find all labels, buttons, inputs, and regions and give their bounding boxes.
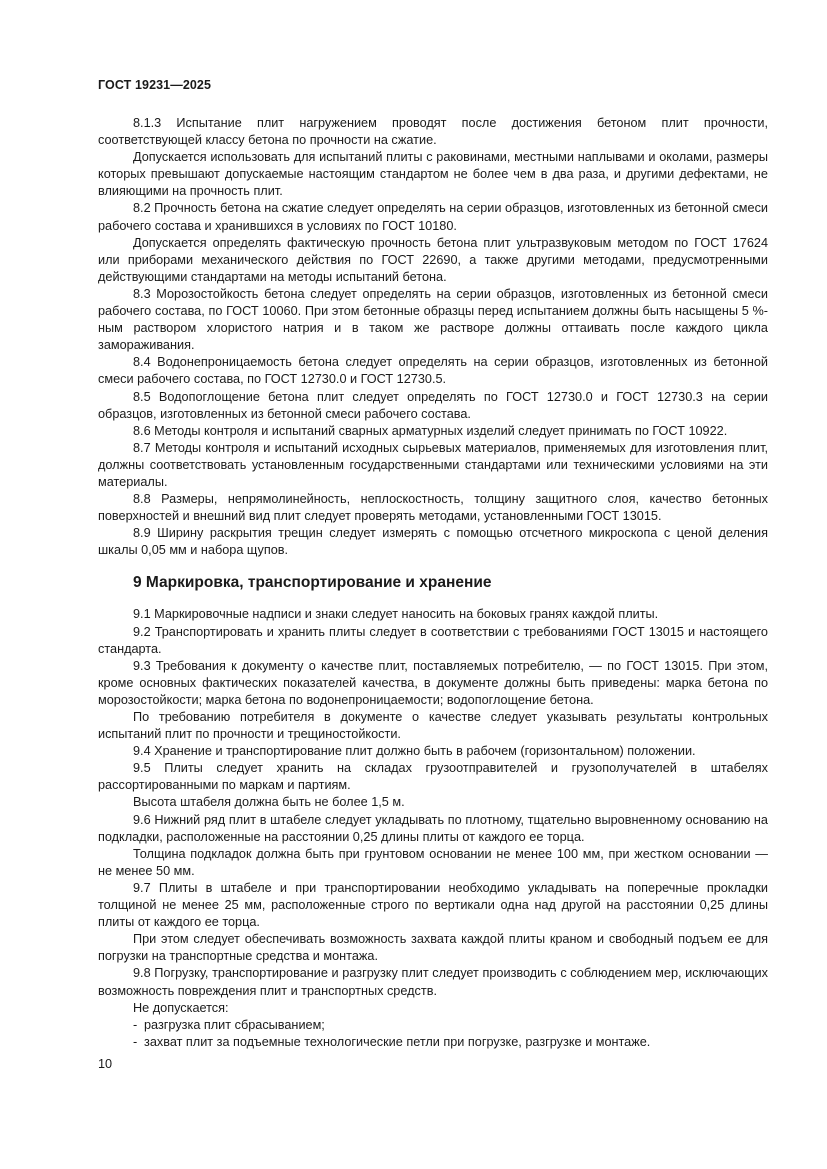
paragraph-9-6-note: Толщина подкладок должна быть при грунтовом основании не менее 100 мм, при жестком основании — не менее 50 мм.: [98, 846, 768, 878]
list-marker: -: [133, 1017, 138, 1032]
paragraph-8-9: 8.9 Ширину раскрытия трещин следует измерять с помощью отсчетного микроскопа с ценой деления шкалы 0,05 мм и набора щупов.: [98, 526, 768, 558]
paragraph-9-7: 9.7 Плиты в штабеле и при транспортировании необходимо укладывать на поперечные прокладки толщиной не менее 25 мм, расположенные строго по вертикали одна над другой на расстоянии 0,25 длины плиты от каждого ее торца.: [98, 880, 768, 930]
paragraph-9-8: 9.8 Погрузку, транспортирование и разгрузку плит следует производить с соблюдением мер, исключающих возможность повреждения плит и транспортных средств.: [98, 966, 768, 998]
list-item: [98, 1017, 768, 1034]
list-item: [98, 1034, 768, 1051]
paragraph-8-8: 8.8 Размеры, непрямолинейность, неплоскостность, толщину защитного слоя, качество бетонных поверхностей и внешний вид плит следует проверять методами, установленными ГОСТ 13015.: [98, 492, 768, 524]
paragraph-8-6: 8.6 Методы контроля и испытаний сварных арматурных изделий следует принимать по ГОСТ 10922.: [133, 423, 728, 438]
list-marker: -: [133, 1034, 138, 1049]
document-header: ГОСТ 19231—2025: [98, 78, 212, 92]
paragraph-9-5-note: Высота штабеля должна быть не более 1,5 м.: [133, 795, 405, 810]
paragraph-8-2-note: Допускается определять фактическую прочность бетона плит ультразвуковым методом по ГОСТ 17624 или приборами механического действия по ГОСТ 22690, а также другими методами, предусмотренными действующими стандартами на методы испытаний бетона.: [98, 235, 768, 284]
paragraph-9-6: 9.6 Нижний ряд плит в штабеле следует укладывать по плотному, тщательно выровненному основанию на подкладки, расположенные на расстоянии 0,25 длины плиты от каждого ее торца.: [98, 812, 768, 844]
paragraph-9-5: 9.5 Плиты следует хранить на складах грузоотправителей и грузополучателей в штабелях рассортированными по маркам и партиям.: [98, 761, 768, 793]
paragraph-8-5: 8.5 Водопоглощение бетона плит следует определять по ГОСТ 12730.0 и ГОСТ 12730.3 на серии образцов, изготовленных из бетонной смеси рабочего состава.: [98, 389, 768, 421]
page-number: 10: [98, 1057, 113, 1071]
paragraph-9-3-note: По требованию потребителя в документе о качестве следует указывать результаты контрольных испытаний плит по прочности и трещиностойкости.: [98, 710, 768, 742]
paragraph-9-4: 9.4 Хранение и транспортирование плит должно быть в рабочем (горизонтальном) положении.: [133, 744, 696, 759]
paragraph-9-2: 9.2 Транспортировать и хранить плиты следует в соответствии с требованиями ГОСТ 13015 и настоящего стандарта.: [98, 624, 768, 656]
section-9-title: 9 Маркировка, транспортирование и хранение: [133, 574, 492, 592]
paragraph-9-7-note: При этом следует обеспечивать возможность захвата каждой плиты краном и свободный подъем ее для погрузки на транспортные средства и монтажа.: [98, 932, 768, 964]
paragraph-8-2: 8.2 Прочность бетона на сжатие следует определять на серии образцов, изготовленных из бетонной смеси рабочего состава и хранившихся в условиях по ГОСТ 10180.: [98, 201, 768, 233]
paragraph-8-1-3-note: Допускается использовать для испытаний плиты с раковинами, местными наплывами и околами, размеры которых превышают допускаемые настоящим стандартом не более чем в два раза, и другими дефектами, не влияющими на прочность плит.: [98, 150, 768, 199]
list-item-text: разгрузка плит сбрасыванием;: [144, 1017, 325, 1032]
paragraph-not-allowed: Не допускается:: [133, 1000, 229, 1015]
paragraph-8-1-3: 8.1.3 Испытание плит нагружением проводят после достижения бетоном плит прочности, соответствующей классу бетона по прочности на сжатие.: [98, 116, 768, 148]
paragraph-8-3: 8.3 Морозостойкость бетона следует определять на серии образцов, изготовленных из бетонной смеси рабочего состава, по ГОСТ 10060. При этом бетонные образцы перед испытанием должны быть насыщены 5 %-ным раствором хлористого натрия и в таком же растворе должны оттаивать после каждого цикла замораживания.: [98, 286, 768, 353]
paragraph-8-7: 8.7 Методы контроля и испытаний исходных сырьевых материалов, применяемых для изготовления плит, должны соответствовать установленным государственными стандартами или техническими условиями на эти материалы.: [98, 440, 768, 489]
paragraph-9-3: 9.3 Требования к документу о качестве плит, поставляемых потребителю, — по ГОСТ 13015. При этом, кроме основных фактических показателей качества, в документе должны быть приведены: марка бетона по морозостойкости; марка бетона по водонепроницаемости; водопоглощение бетона.: [98, 658, 768, 707]
list-item-text: захват плит за подъемные технологические петли при погрузке, разгрузке и монтаже.: [144, 1034, 651, 1049]
paragraph-9-1: 9.1 Маркировочные надписи и знаки следует наносить на боковых гранях каждой плиты.: [133, 607, 659, 622]
paragraph-8-4: 8.4 Водонепроницаемость бетона следует определять на серии образцов, изготовленных из бетонной смеси рабочего состава, по ГОСТ 12730.0 и ГОСТ 12730.5.: [98, 355, 768, 387]
page-body: [98, 115, 768, 1051]
